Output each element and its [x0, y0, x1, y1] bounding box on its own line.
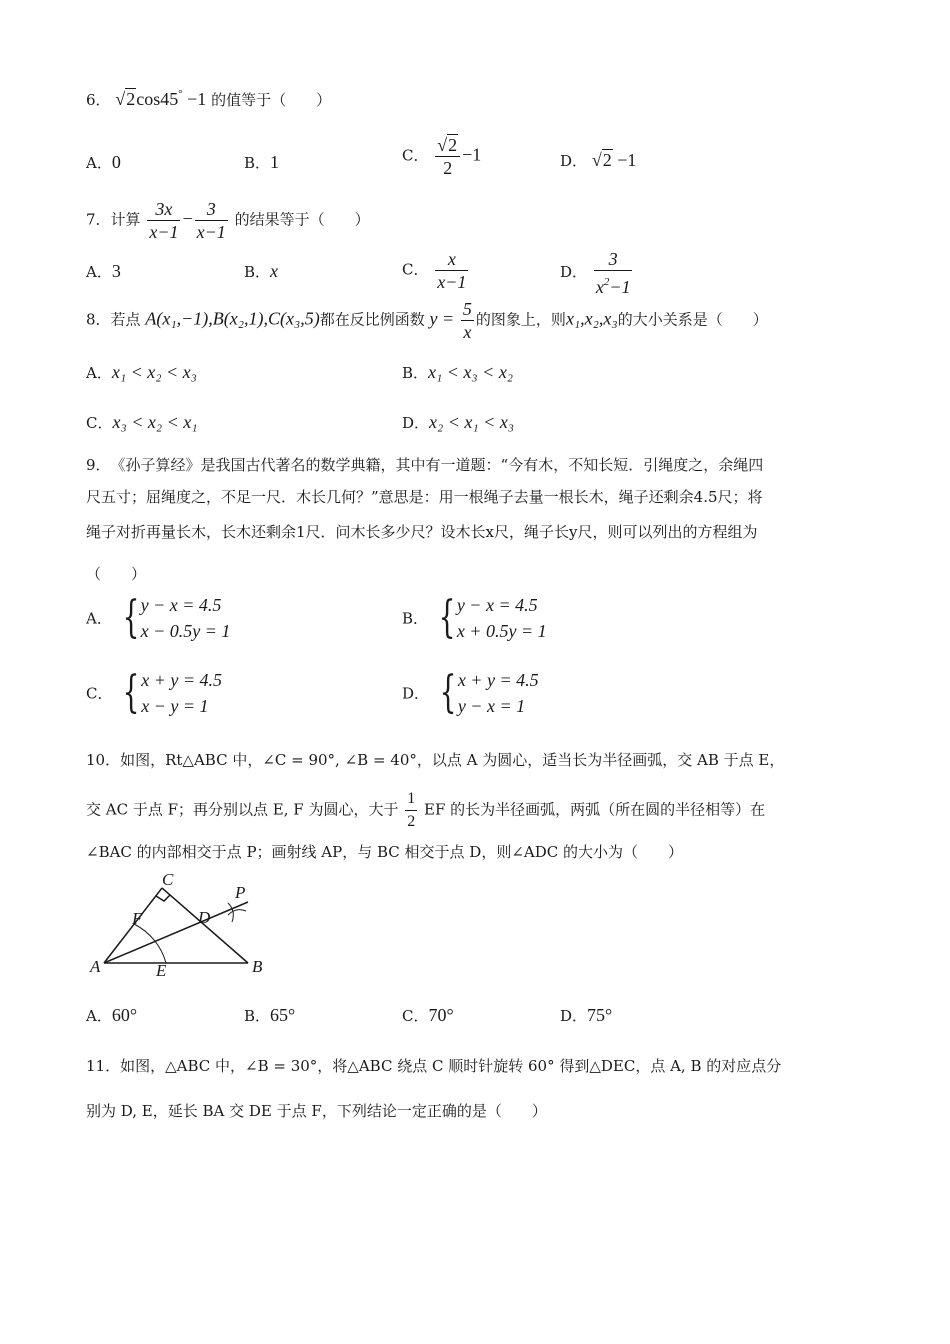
label-e: E [156, 961, 167, 980]
label-f: F [132, 909, 143, 928]
q9-option-c: C． { x + y = 4.5 x − y = 1 [86, 667, 223, 718]
label-a: A [90, 957, 101, 976]
label-p: P [235, 883, 246, 902]
q9-line-3: 绳子对折再量长木，长木还剩余1尺．问木长多少尺？设木长x尺，绳子长y尺，则可以列出的方程组为 [86, 523, 758, 541]
q10-option-c: C．70° [402, 1005, 454, 1025]
q8-option-b: B．x₁ < x₃ < x₂ [402, 362, 514, 382]
q10-option-a: A．60° [86, 1005, 138, 1025]
q10-option-d: D．75° [560, 1005, 613, 1025]
q6-suffix: 的值等于（ ） [211, 91, 332, 109]
q6-option-c: C． $\frac{√2}{2}$ −1 [402, 135, 482, 178]
q6-expression: √2cos45° −1 [115, 88, 207, 109]
q10-line-3: ∠BAC 的内部相交于点 P；画射线 AP，与 BC 相交于点 D，则∠ADC 的大小为（ ） [86, 843, 684, 861]
right-angle-mark [156, 895, 170, 901]
q7-option-c: C． $\frac{x}{x-1}$ [402, 249, 467, 292]
q11-line-2: 别为 D, E，延长 BA 交 DE 于点 F，下列结论一定正确的是（ ） [86, 1102, 547, 1120]
q10-line-1: 10．如图，Rt△ABC 中，∠C = 90°, ∠B = 40°，以点 A 为圆心，适当长为半径画弧，交 AB 于点 E， [86, 751, 785, 769]
q9-option-b: B． { y − x = 4.5 x + 0.5y = 1 [402, 592, 547, 643]
q11-line-1: 11．如图，△ABC 中，∠B = 30°，将△ABC 绕点 C 顺时针旋转 60° 得到△DEC，点 A, B 的对应点分 [86, 1057, 782, 1075]
q7-option-a: A．3 [86, 261, 121, 281]
q8-option-d: D．x₂ < x₁ < x₃ [402, 412, 515, 432]
q10-geometry-figure [86, 868, 286, 980]
q9-option-a: A． { y − x = 4.5 x − 0.5y = 1 [86, 592, 231, 643]
q8-option-c: C．x₃ < x₂ < x₁ [86, 412, 198, 432]
q9-line-4: （ ） [86, 565, 147, 583]
q6-option-a: A．0 [86, 152, 121, 172]
q10-line-2: 交 AC 于点 F；再分别以点 E, F 为圆心，大于 $\frac{1}{2}$ EF 的长为半径画弧，两弧（所在圆的半径相等）在 [86, 790, 766, 830]
q7-fraction-1: $\frac{3x}{x-1}$ [149, 199, 179, 242]
label-c: C [162, 870, 174, 889]
q9-line-2: 尺五寸；屈绳度之，不足一尺．木长几何？”意思是：用一根绳子去量一根长木，绳子还剩余4.5尺；将 [86, 488, 763, 506]
question-8: 8．若点 A(x₁,−1),B(x₂,1),C(x₃,5)都在反比例函数 y = $\frac{5}{x}$ 的图象上，则x₁,x₂,x₃的大小关系是（ ） [86, 299, 768, 342]
q9-line-1: 9． 《孙子算经》是我国古代著名的数学典籍，其中有一道题：“今有木，不知长短．引绳度之，余绳四 [86, 456, 764, 474]
q10-option-b: B．65° [244, 1005, 296, 1025]
q7-fraction-2: $\frac{3}{x-1}$ [196, 199, 226, 242]
q7-option-b: B．x [244, 261, 279, 281]
label-b: B [252, 957, 263, 976]
q8-points: A(x₁,−1),B(x₂,1),C(x₃,5) [145, 308, 320, 329]
q6-number: 6． [86, 91, 111, 109]
arc-p2 [228, 910, 246, 915]
q6-option-d: D． √2 −1 [560, 150, 637, 170]
label-d: D [198, 908, 211, 927]
q6-option-b: B．1 [244, 152, 280, 172]
q8-option-a: A．x₁ < x₂ < x₃ [86, 362, 197, 382]
ray-ap [104, 902, 248, 963]
question-6 [86, 88, 331, 110]
q7-option-d: D． $\frac{3}{x^2-1}$ [560, 249, 631, 297]
q6-c-fraction: $\frac{√2}{2}$ [435, 134, 460, 179]
question-7: 7．计算 $\frac{3x}{x-1}$ − $\frac{3}{x-1}$ 的结果等于（ ） [86, 199, 370, 242]
q9-option-d: D． { x + y = 4.5 y − x = 1 [402, 667, 539, 718]
